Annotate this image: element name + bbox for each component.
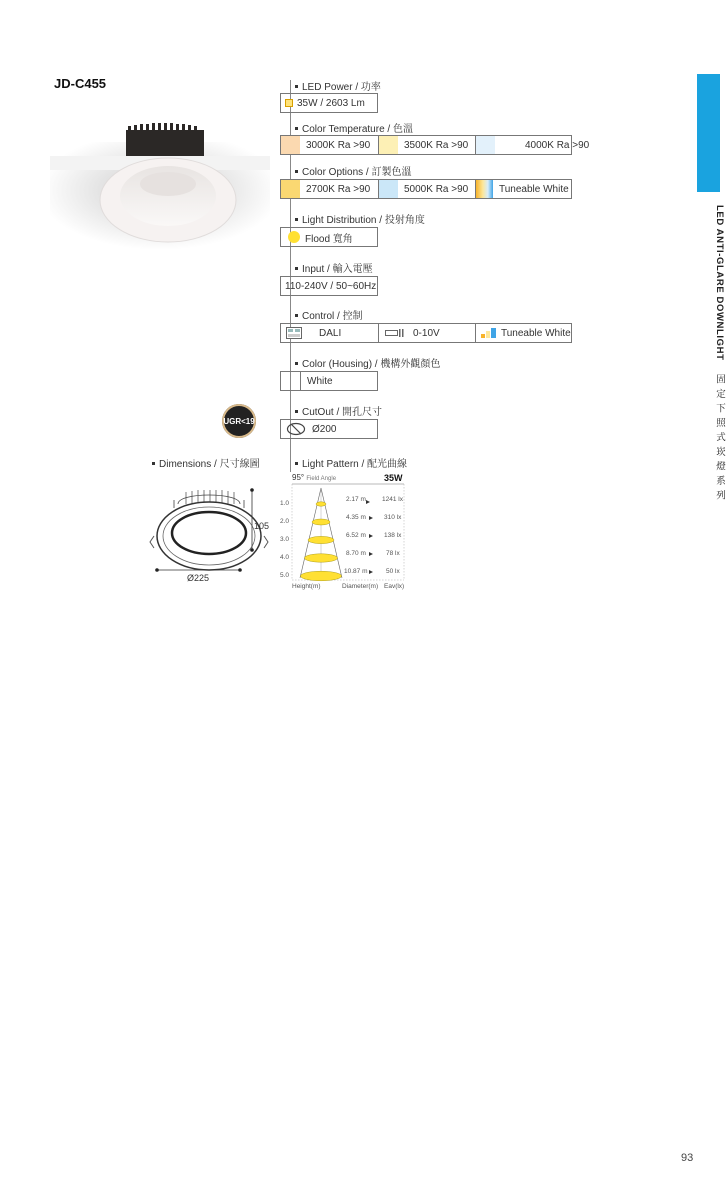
housing-swatch: [281, 372, 301, 390]
diameter-dimension: Ø225: [187, 573, 210, 583]
lux-3: 138 lx: [384, 532, 402, 539]
field-angle-value: 95°: [292, 473, 305, 482]
diameter-4: 8.70 m: [346, 550, 366, 557]
dimmer-icon: [385, 328, 405, 338]
power-value: 35W / 2603 Lm: [297, 97, 365, 109]
footer-diameter: Diameter(m): [342, 583, 379, 590]
dimension-drawing: [140, 478, 280, 588]
height-3: 3.0: [280, 536, 290, 543]
distribution-label: Light Distribution / 投射角度: [295, 211, 425, 226]
model-number: JD-C455: [54, 76, 107, 91]
section-title-en: LED ANTI-GLARE DOWNLIGHT: [714, 205, 725, 361]
distribution-row: [280, 227, 378, 247]
control-option-0-10v: 0-10V: [379, 324, 476, 342]
input-value: 110-240V / 50~60Hz: [285, 280, 377, 292]
light-pattern-label: Light Pattern / 配光曲線: [295, 455, 407, 470]
dali-icon: [286, 327, 302, 339]
footer-eav: Eav(lx): [384, 583, 405, 590]
color-swatch-2700k: [281, 180, 300, 198]
control-row: [280, 323, 572, 343]
color-options-label: Color Options / 訂製色溫: [295, 163, 411, 178]
housing-label: Color (Housing) / 機構外觀顏色: [295, 355, 440, 370]
dimensions-label: Dimensions / 尺寸線圖: [152, 455, 260, 470]
section-tab: [697, 74, 720, 192]
diameter-1: 2.17 m: [346, 496, 366, 503]
power-row: [280, 93, 378, 113]
distribution-value: Flood 寬角: [305, 233, 353, 245]
tuneable-swatch: [476, 180, 493, 198]
height-4: 4.0: [280, 554, 290, 561]
pattern-wattage: 35W: [384, 473, 403, 483]
lux-5: 50 lx: [386, 568, 400, 575]
control-option-dali: DALI: [281, 324, 379, 342]
input-row: [280, 276, 378, 296]
ugr-badge: UGR<19: [222, 404, 256, 438]
power-label: LED Power / 功率: [295, 78, 381, 93]
height-2: 2.0: [280, 518, 290, 525]
color-option-tuneable: Tuneable White: [476, 180, 571, 198]
product-image: [50, 120, 270, 250]
cct-option-3500k: 3500K Ra >90: [379, 136, 476, 154]
cutout-label: CutOut / 開孔尺寸: [295, 403, 382, 418]
color-swatch-5000k: [379, 180, 398, 198]
control-option-tuneable: Tuneable White: [476, 324, 571, 342]
lux-2: 310 lx: [384, 514, 402, 521]
power-icon: [285, 99, 293, 107]
section-title-zh: 固定下照式崁燈系列: [714, 373, 725, 505]
lux-4: 78 lx: [386, 550, 400, 557]
height-1: 1.0: [280, 500, 290, 507]
height-5: 5.0: [280, 572, 290, 579]
cct-swatch-3000k: [281, 136, 300, 154]
lux-1: 1241 lx: [382, 496, 403, 503]
page-number: 93: [681, 1152, 694, 1164]
cutout-value: Ø200: [312, 423, 337, 435]
field-angle-caption: Field Angle: [306, 476, 337, 482]
diameter-3: 6.52 m: [346, 532, 366, 539]
cct-swatch-4000k: [476, 136, 495, 154]
color-option-5000k: 5000K Ra >90: [379, 180, 476, 198]
housing-row: [280, 371, 378, 391]
height-dimension: 105: [254, 521, 270, 531]
cutout-icon: [286, 422, 306, 436]
housing-value: White: [307, 375, 333, 387]
tuneable-bars-icon: [481, 328, 497, 338]
diameter-2: 4.35 m: [346, 514, 366, 521]
cct-swatch-3500k: [379, 136, 398, 154]
footer-height: Height(m): [292, 583, 321, 590]
color-temperature-label: Color Temperature / 色溫: [295, 120, 413, 135]
cct-option-3000k: 3000K Ra >90: [281, 136, 379, 154]
section-title: [708, 205, 726, 504]
color-option-2700k: 2700K Ra >90: [281, 180, 379, 198]
cct-option-4000k: 4000K Ra >90: [476, 136, 571, 154]
cutout-row: [280, 419, 378, 439]
color-temperature-row: [280, 135, 590, 155]
diameter-5: 10.87 m: [344, 568, 368, 575]
control-label: Control / 控制: [295, 307, 363, 322]
light-pattern-chart: [280, 470, 410, 595]
input-label: Input / 輸入電壓: [295, 260, 373, 275]
color-options-row: [280, 179, 572, 199]
flood-icon: [288, 231, 300, 243]
